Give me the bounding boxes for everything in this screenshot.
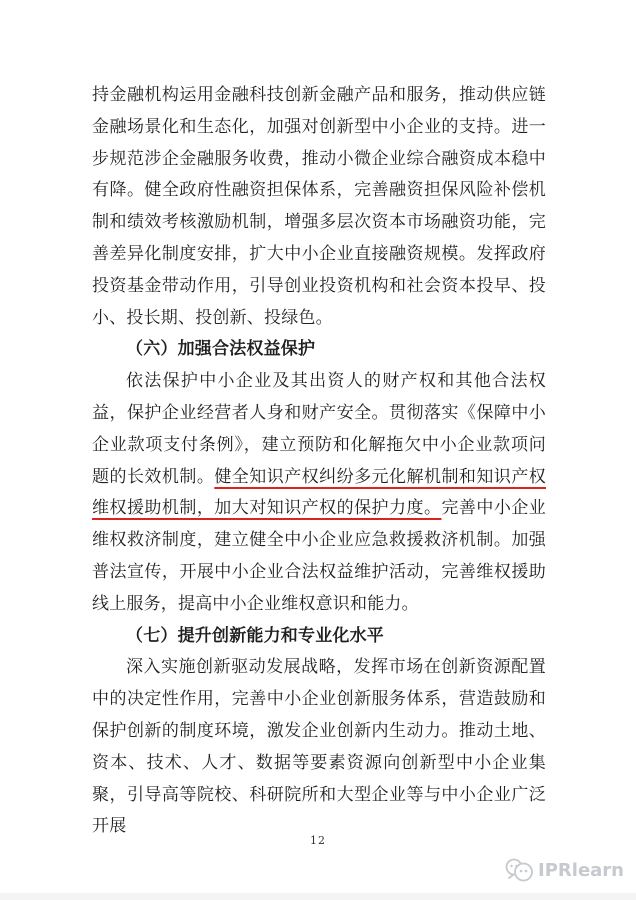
- page-number: 12: [310, 834, 326, 847]
- bottom-edge-strip: [0, 893, 636, 900]
- watermark-text: IPRlearn: [538, 859, 624, 881]
- section-heading-6: （六）加强合法权益保护: [126, 339, 316, 360]
- paragraph-innovation: 深入实施创新驱动发展战略，发挥市场在创新资源配置中的决定性作用，完善中小企业创新服务体系，营造鼓励和保护创新的制度环境，激发企业创新内生动力。推动土地、资本、技术、人才、数据等要素资源向创新型中小企业集聚，引导高等院校、科研院所和大型企业等与中小企业广泛开展: [92, 657, 546, 837]
- rights-text-before-underline: 依法保护中小企业及其出资人的财产权和其他合法权益，保护企业经营者人身和财产安全。贯彻落实《保障中小企业款项支付条例》，建立预防和化解拖欠中小企业款项问题的长效机制。: [92, 371, 546, 487]
- red-underlined-text: 健全知识产权纠纷多元化解机制和知识产权维权援助机制，加大对知识产权的保护力度。: [92, 466, 546, 519]
- watermark: [504, 857, 624, 883]
- paragraph-rights-protection: [92, 366, 546, 620]
- paragraph-finance-support: 持金融机构运用金融科技创新金融产品和服务，推动供应链金融场景化和生态化，加强对创新型中小企业的支持。进一步规范涉企金融服务收费，推动小微企业综合融资成本稳中有降。健全政府性融资担保体系，完善融资担保风险补偿机制和绩效考核激励机制，增强多层次资本市场融资功能，完善差异化制度安排，扩大中小企业直接融资规模。发挥政府投资基金带动作用，引导创业投资机构和社会资本投早、投小、投长期、投创新、投绿色。: [92, 85, 546, 328]
- section-heading-7: （七）提升创新能力和专业化水平: [126, 625, 384, 646]
- iprlearn-logo-icon: [504, 857, 534, 883]
- document-body: [92, 80, 546, 843]
- rights-text-after-underline: 完善中小企业维权救济制度，建立健全中小企业应急救援救济机制。加强普法宣传，开展中小企业合法权益维护活动，完善维权援助线上服务，提高中小企业维权意识和能力。: [92, 498, 546, 614]
